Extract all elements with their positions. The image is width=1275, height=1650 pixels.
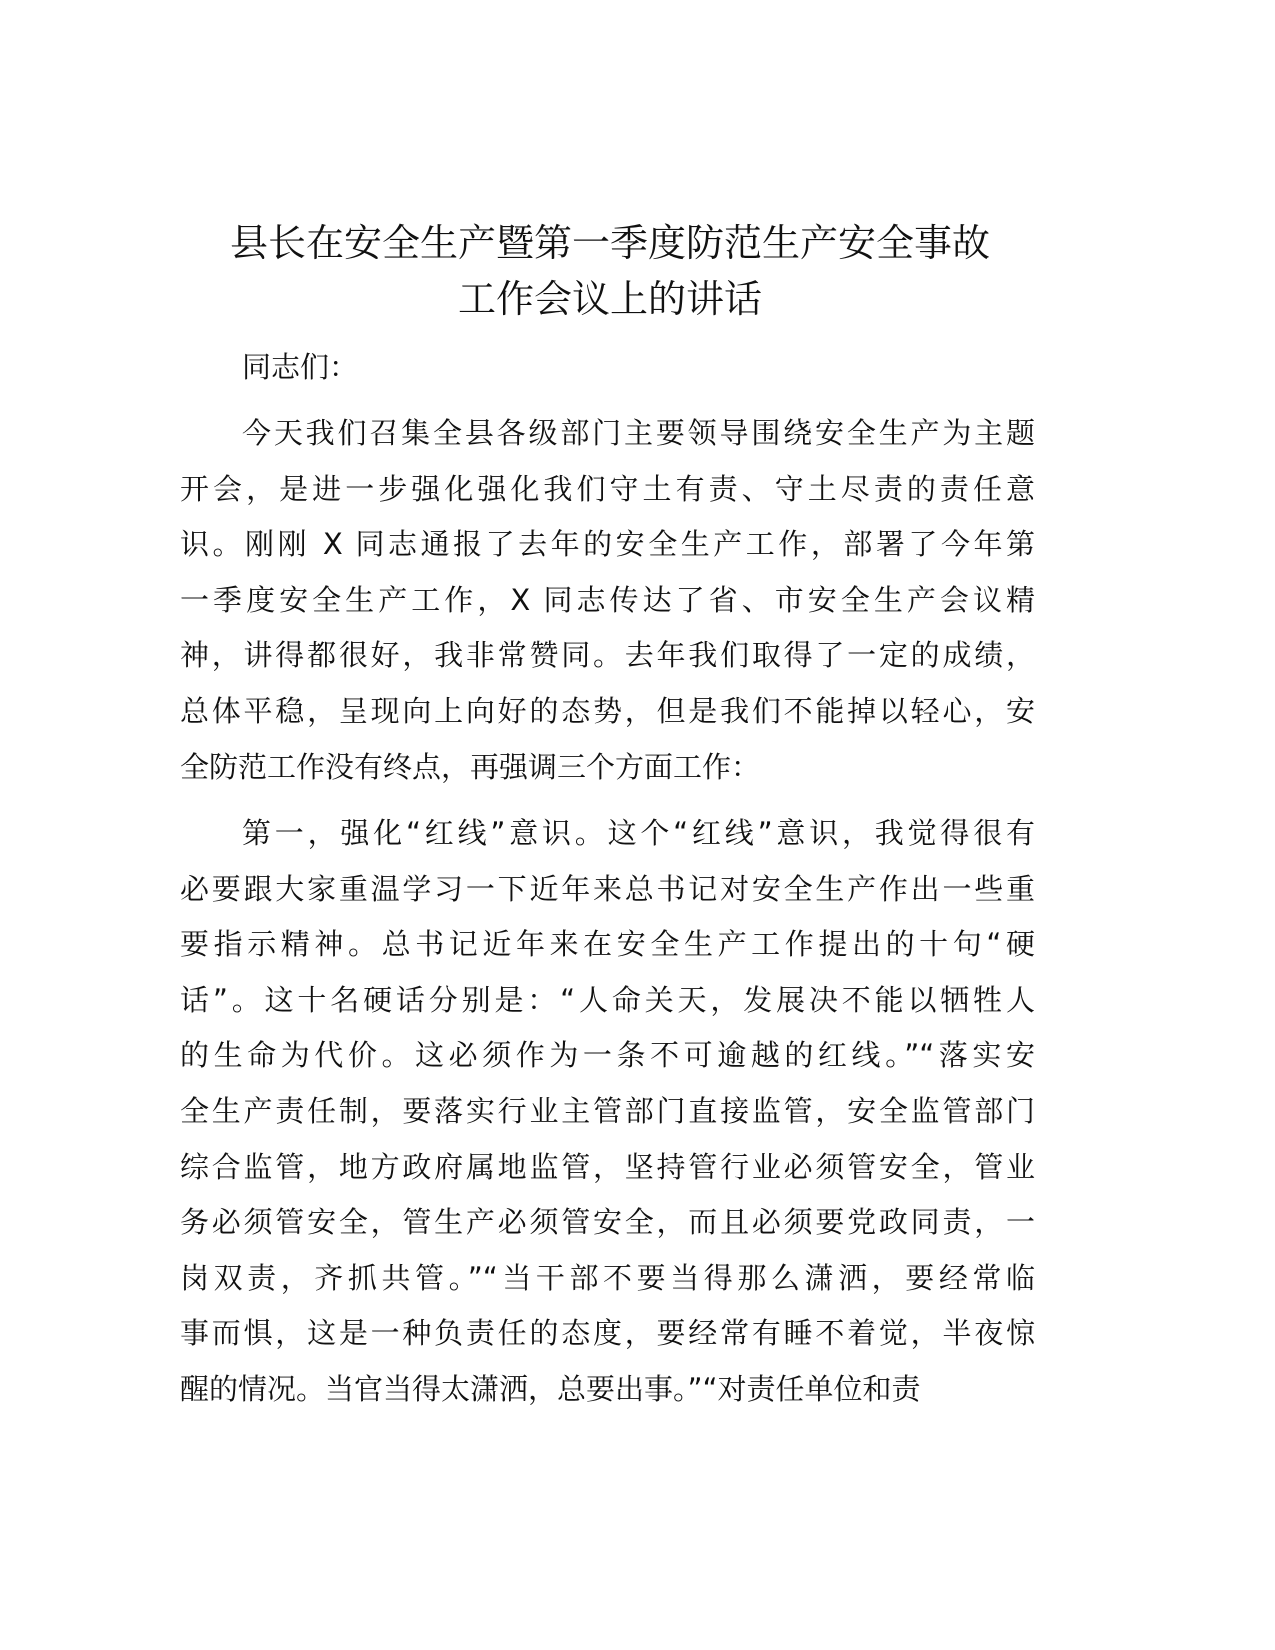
text-line: 神，讲得都很好，我非常赞同。去年我们取得了一定的成绩， <box>180 638 1035 673</box>
text-line: 全生产责任制，要落实行业主管部门直接监管，安全监管部门 <box>180 1093 1035 1128</box>
text-line: 要指示精神。总书记近年来在安全生产工作提出的十句“硬 <box>180 927 1035 962</box>
text-line: 综合监管，地方政府属地监管，坚持管行业必须管安全，管业 <box>180 1149 1035 1184</box>
text-line: 总体平稳，呈现向上向好的态势，但是我们不能掉以轻心，安 <box>180 693 1035 728</box>
text-line: 务必须管安全，管生产必须管安全，而且必须要党政同责，一 <box>180 1205 1035 1240</box>
text-line: 的生命为代价。这必须作为一条不可逾越的红线。”“落实安 <box>180 1038 1035 1073</box>
text-line: 开会，是进一步强化强化我们守土有责、守土尽责的责任意 <box>180 471 1035 506</box>
document-title <box>0 215 1220 327</box>
title-line: 工作会议上的讲话 <box>457 277 762 321</box>
text-line: 第一，强化“红线”意识。这个“红线”意识，我觉得很有 <box>242 816 1035 850</box>
text-line: 事而惧，这是一种负责任的态度，要经常有睡不着觉，半夜惊 <box>180 1316 1035 1351</box>
text-line: 必要跟大家重温学习一下近年来总书记对安全生产作出一些重 <box>180 871 1035 906</box>
text-line: 一季度安全生产工作，X 同志传达了省、市安全生产会议精 <box>180 582 1035 617</box>
paragraph <box>180 411 1035 800</box>
paragraph <box>180 811 1035 1423</box>
title-line: 县长在安全生产暨第一季度防范生产安全事故 <box>229 221 990 265</box>
text-line: 岗双责，齐抓共管。”“当干部不要当得那么潇洒，要经常临 <box>180 1260 1035 1295</box>
text-line: 话”。这十名硬话分别是：“人命关天，发展决不能以牺牲人 <box>180 982 1035 1017</box>
text-line: 识。刚刚 X 同志通报了去年的安全生产工作，部署了今年第 <box>180 527 1035 562</box>
text-line: 今天我们召集全县各级部门主要领导围绕安全生产为主题 <box>242 416 1035 450</box>
salutation: 同志们： <box>242 350 359 384</box>
text-line: 醒的情况。当官当得太潇洒，总要出事。”“对责任单位和责 <box>180 1371 921 1406</box>
text-line: 全防范工作没有终点，再强调三个方面工作： <box>180 749 761 784</box>
